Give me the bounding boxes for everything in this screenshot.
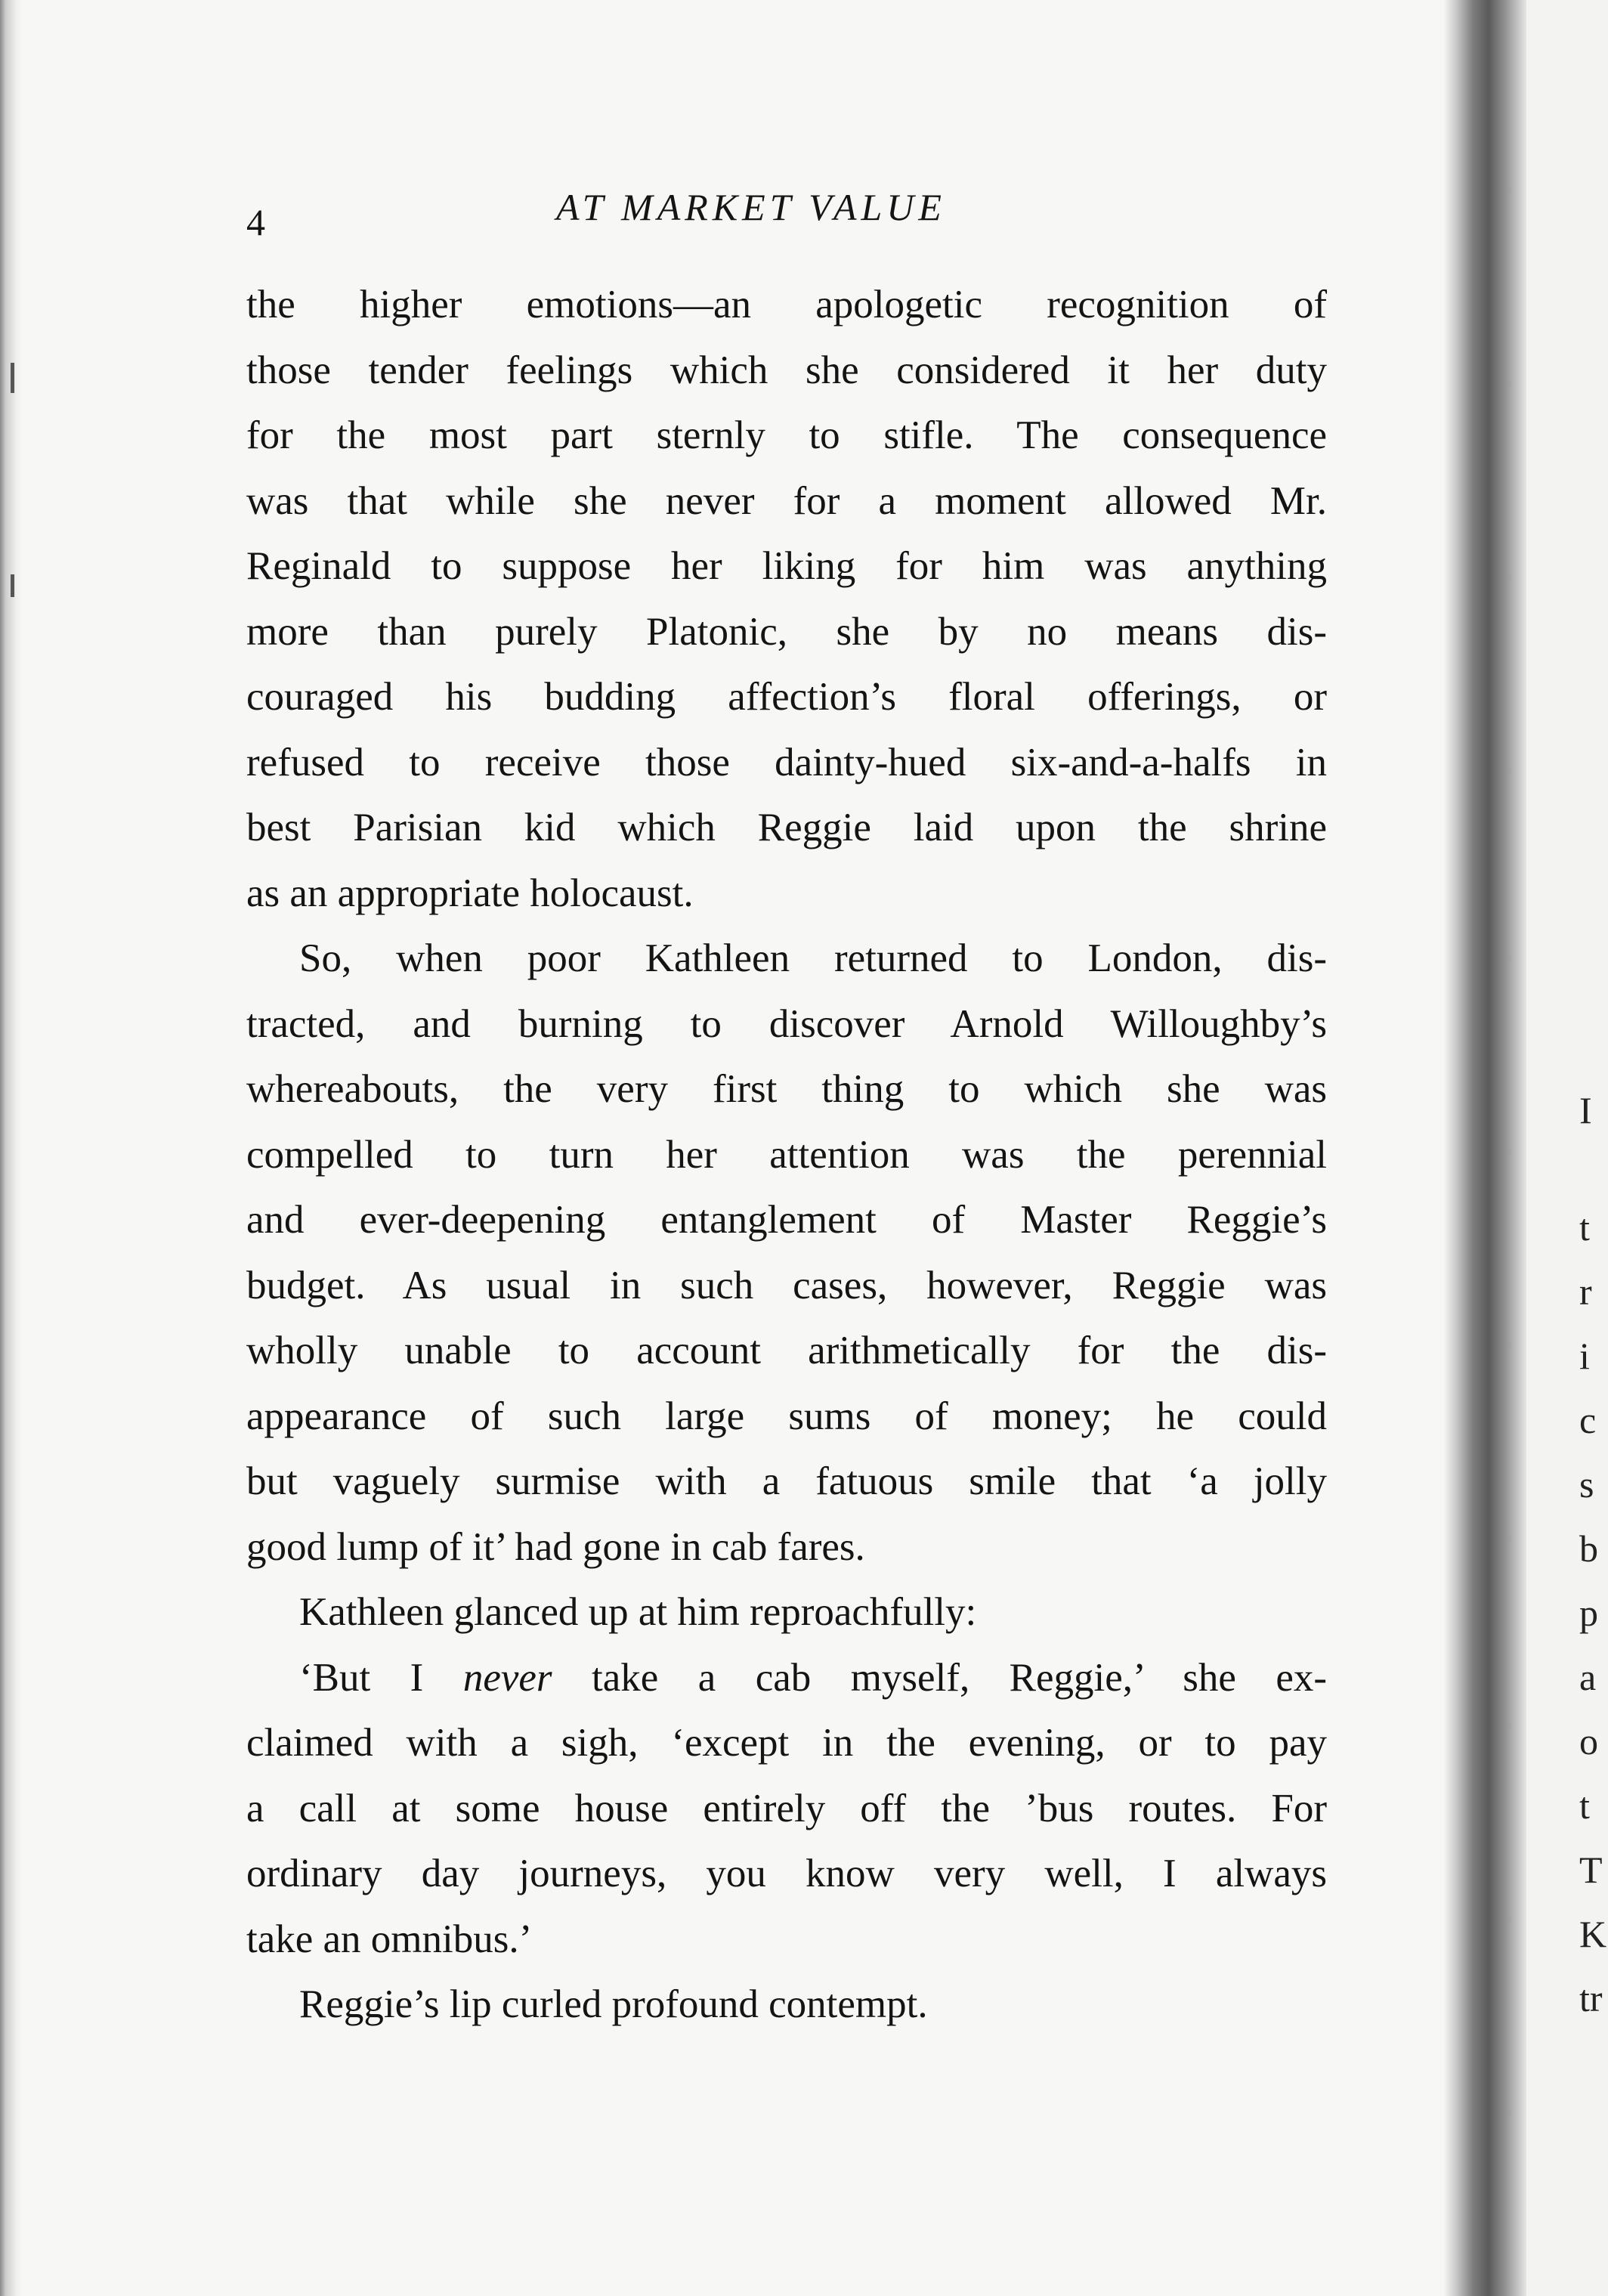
text-line: compelled to turn her attention was the perennial — [246, 1132, 1327, 1177]
facing-page-glyph: o — [1579, 1720, 1598, 1762]
text-line: refused to receive those dainty-hued six-and-a-halfs in — [246, 740, 1327, 784]
facing-page-glyph: s — [1579, 1463, 1594, 1505]
edge-mark — [11, 574, 14, 597]
facing-page-glyph: tr — [1579, 1977, 1603, 2019]
edge-mark — [11, 363, 14, 393]
facing-page-glyph: a — [1579, 1656, 1597, 1698]
text-line: tracted, and burning to discover Arnold Willoughby’s — [246, 1001, 1327, 1046]
text-line: a call at some house entirely off the ’bus routes. For — [246, 1786, 1327, 1830]
running-head: AT MARKET VALUE — [556, 186, 946, 228]
text-line: for the most part sternly to stifle. The consequence — [246, 413, 1327, 457]
text-line: couraged his budding affection’s floral offerings, or — [246, 675, 1327, 719]
page-header — [246, 185, 1304, 243]
text-line: take an omnibus.’ — [246, 1917, 533, 1961]
text-line: claimed with a sigh, ‘except in the evening, or to pay — [246, 1721, 1327, 1765]
facing-page-glyph: i — [1579, 1335, 1590, 1377]
text-line: whereabouts, the very first thing to which she was — [246, 1067, 1327, 1111]
page-number: 4 — [246, 201, 265, 243]
text-line — [246, 1645, 1327, 1711]
text-line: best Parisian kid which Reggie laid upon the shrine — [246, 806, 1327, 849]
text-line: So, when poor Kathleen returned to London, dis- — [299, 936, 1327, 980]
facing-page-glyph: K — [1579, 1913, 1607, 1955]
text-line: ordinary day journeys, you know very well, I always — [246, 1852, 1327, 1895]
text-line: Reginald to suppose her liking for him was anything — [246, 544, 1327, 588]
book-gutter — [1443, 0, 1526, 2296]
body-text — [246, 272, 1327, 2038]
text-line: more than purely Platonic, she by no means dis- — [246, 609, 1327, 654]
facing-page-glyph: t — [1579, 1206, 1590, 1249]
text-line: those tender feelings which she considered it her duty — [246, 348, 1327, 392]
facing-page-glyph: p — [1579, 1592, 1598, 1634]
text-line: was that while she never for a moment allowed Mr. — [246, 478, 1327, 523]
facing-page-glyph: b — [1579, 1527, 1598, 1570]
page-left-edge — [0, 0, 23, 2296]
text-line: and ever-deepening entanglement of Master Reggie’s — [246, 1198, 1327, 1242]
text-line: good lump of it’ had gone in cab fares. — [246, 1524, 865, 1569]
facing-page-glyph: I — [1579, 1089, 1592, 1131]
text-line: budget. As usual in such cases, however, Reggie was — [246, 1263, 1327, 1307]
text-line: but vaguely surmise with a fatuous smile that ‘a jolly — [246, 1459, 1327, 1503]
text-line: Kathleen glanced up at him reproachfully: — [299, 1590, 977, 1634]
facing-page-glyph: T — [1579, 1849, 1603, 1891]
text-line: as an appropriate holocaust. — [246, 871, 694, 915]
text-line: wholly unable to account arithmetically for the dis- — [246, 1329, 1327, 1372]
facing-page-glyph: c — [1579, 1399, 1597, 1441]
text-line: the higher emotions—an apologetic recognition of — [246, 283, 1327, 326]
text-run: ‘But I — [299, 1655, 463, 1700]
text-line: appearance of such large sums of money; he could — [246, 1394, 1327, 1438]
text-run: take a cab myself, Reggie,’ she ex- — [552, 1655, 1328, 1700]
facing-page-glyph: t — [1579, 1784, 1590, 1827]
italic-word: never — [462, 1655, 552, 1700]
text-line: Reggie’s lip curled profound contempt. — [299, 1982, 928, 2026]
facing-page-glyph: r — [1579, 1270, 1592, 1313]
